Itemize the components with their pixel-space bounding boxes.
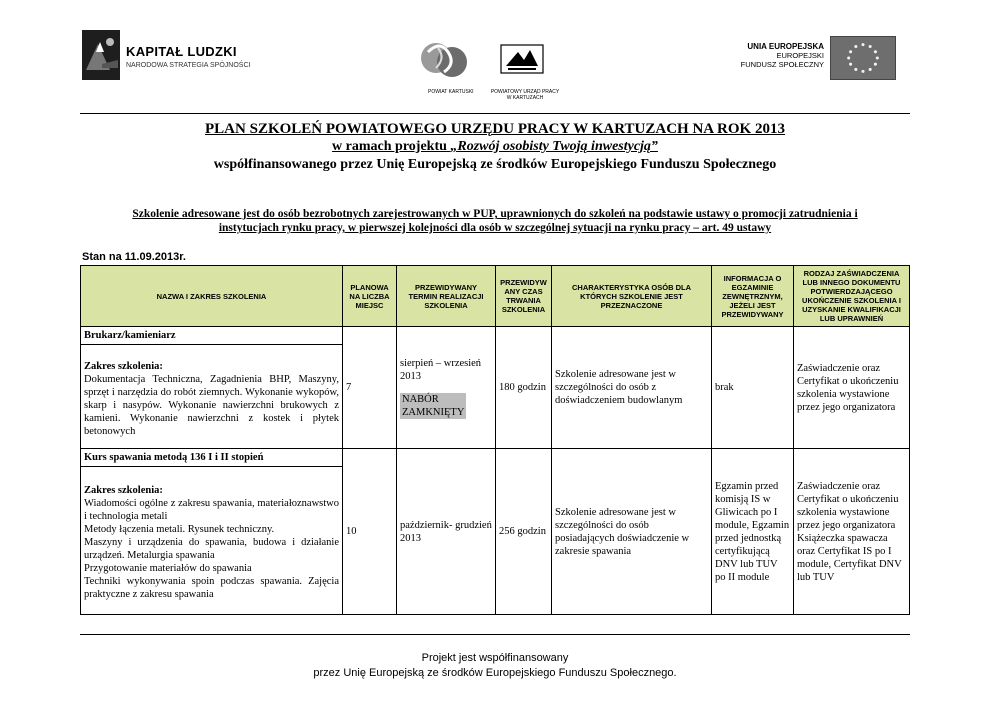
eligibility-notice xyxy=(80,207,910,235)
header-duration: PRZEWIDYW ANY CZAS TRWANIA SZKOLENIA xyxy=(496,266,552,327)
certificate-type: Zaświadczenie oraz Certyfikat o ukończeniu szkolenia wystawione przez jego organizatora Książeczka spawacza oraz Certyfikat IS po I module, Certyfikat DNV lub TUV xyxy=(794,449,910,615)
planned-places: 7 xyxy=(343,327,397,449)
planned-places: 10 xyxy=(343,449,397,615)
scope-line: Maszyny i urządzenia do spawania, budowa i działanie urządzeń. Metalurgia spawania xyxy=(84,537,339,561)
title-cofinancing: współfinansowanego przez Unię Europejską ze środków Europejskiego Funduszu Społecznego xyxy=(213,157,777,172)
scope-label: Zakres szkolenia: xyxy=(84,360,163,372)
header-name-scope: NAZWA I ZAKRES SZKOLENIA xyxy=(81,266,343,327)
training-plan-table xyxy=(80,265,910,615)
scope-line: Wiadomości ogólne z zakresu spawania, materiałoznawstwo i technologia metali xyxy=(84,498,339,522)
eu-flag-icon xyxy=(830,36,896,80)
kapital-ludzki-emblem-icon xyxy=(82,30,120,80)
header-exam: INFORMACJA O EGZAMINIE ZEWNĘTRZNYM, JEŻELI JEST PRZEWIDYWANY xyxy=(712,266,794,327)
status-date: Stan na 11.09.2013r. xyxy=(82,251,186,263)
powiat-kartuski-logo-icon xyxy=(418,38,470,84)
training-scope xyxy=(81,345,343,449)
training-name: Kurs spawania metodą 136 I i II stopień xyxy=(81,449,343,467)
table-row xyxy=(81,449,910,467)
scope-label: Zakres szkolenia: xyxy=(84,485,163,496)
training-term xyxy=(397,327,496,449)
notice-line1: Szkolenie adresowane jest do osób bezrobotnych zarejestrowanych w PUP, uprawnionych do szkoleń na podstawie ustawy o promocji zatrudnienia i xyxy=(132,208,858,220)
header-audience: CHARAKTERYSTYKA OSÓB DLA KTÓRYCH SZKOLENIE JEST PRZEZNACZONE xyxy=(552,266,712,327)
scope-line: Techniki wykonywania spoin podczas spawania. Zajęcia praktyczne z zakresu spawania xyxy=(84,576,339,600)
table-header-row xyxy=(81,266,910,327)
term-text: sierpień – wrzesień 2013 xyxy=(400,357,482,382)
kapital-ludzki-logo xyxy=(82,28,262,84)
target-audience: Szkolenie adresowane jest w szczególności do osób z doświadczeniem budowlanym xyxy=(552,327,712,449)
notice-line2: instytucjach rynku pracy, w pierwszej kolejności dla osób w szczególnej sytuacji na rynku pracy – art. 49 ustawy xyxy=(218,222,772,234)
footer xyxy=(80,651,910,681)
external-exam: brak xyxy=(712,327,794,449)
training-scope xyxy=(81,467,343,615)
title-project-name: „Rozwój osobisty Twoją inwestycją” xyxy=(450,139,658,154)
closed-line1: NABÓR xyxy=(402,393,439,405)
closed-line2: ZAMKNIĘTY xyxy=(402,406,465,418)
scope-line: Przygotowanie materiałów do spawania xyxy=(84,563,252,574)
pup-caption: POWIATOWY URZĄD PRACY W KARTUZACH xyxy=(490,89,560,101)
header-term: PRZEWIDYWANY TERMIN REALIZACJI SZKOLENIA xyxy=(397,266,496,327)
title-project-prefix: w ramach projektu xyxy=(332,139,451,154)
target-audience: Szkolenie adresowane jest w szczególności do osób posiadających doświadczenie w zakresie spawania xyxy=(552,449,712,615)
footer-divider xyxy=(80,634,910,635)
header-places: PLANOWA NA LICZBA MIEJSC xyxy=(343,266,397,327)
header-divider xyxy=(80,113,910,114)
scope-text: Dokumentacja Techniczna, Zagadnienia BHP, Maszyny, sprzęt i narzędzia do robót ziemnych. Wykonanie wykopów, skarp i nasypów. Wykonanie nawierzchni brukowych z kamieni. Wykonanie nawierzchni z kostek i płytek betonowych xyxy=(84,373,339,437)
ue-line3: FUNDUSZ SPOŁECZNY xyxy=(740,60,824,69)
title-main: PLAN SZKOLEŃ POWIATOWEGO URZĘDU PRACY W KARTUZACH NA ROK 2013 xyxy=(205,121,785,137)
recruitment-closed-badge xyxy=(400,393,466,419)
ue-line1: UNIA EUROPEJSKA xyxy=(747,42,824,51)
document-title xyxy=(80,120,910,174)
powiat-kartuski-caption: POWIAT KARTUSKI xyxy=(428,89,474,95)
kapital-ludzki-subtitle: NARODOWA STRATEGIA SPÓJNOŚCI xyxy=(126,62,251,69)
external-exam: Egzamin przed komisją IS w Gliwicach po I module, Egzamin przed jednostką certyfikującą DNV lub TUV po II module xyxy=(712,449,794,615)
kapital-ludzki-name: KAPITAŁ LUDZKI xyxy=(126,44,237,59)
training-term: październik- grudzień 2013 xyxy=(397,449,496,615)
ue-efs-text xyxy=(720,42,824,69)
footer-line1: Projekt jest współfinansowany xyxy=(421,652,569,664)
training-name: Brukarz/kamieniarz xyxy=(81,327,343,345)
ue-line2: EUROPEJSKI xyxy=(776,51,824,60)
table-row xyxy=(81,327,910,345)
certificate-type: Zaświadczenie oraz Certyfikat o ukończeniu szkolenia wystawione przez jego organizatora xyxy=(794,327,910,449)
title-project xyxy=(80,138,910,155)
header-certificate: RODZAJ ZAŚWIADCZENIA LUB INNEGO DOKUMENTU POTWIERDZAJĄCEGO UKOŃCZENIE SZKOLENIA I UZYSKANIE KWALIFIKACJI LUB UPRAWNIEŃ xyxy=(794,266,910,327)
footer-line2: przez Unię Europejską ze środków Europejskiego Funduszu Społecznego. xyxy=(313,667,677,679)
scope-line: Metody łączenia metali. Rysunek techniczny. xyxy=(84,524,275,535)
pup-kartuzy-logo-icon xyxy=(500,44,544,74)
training-duration: 256 godzin xyxy=(496,449,552,615)
training-duration: 180 godzin xyxy=(496,327,552,449)
